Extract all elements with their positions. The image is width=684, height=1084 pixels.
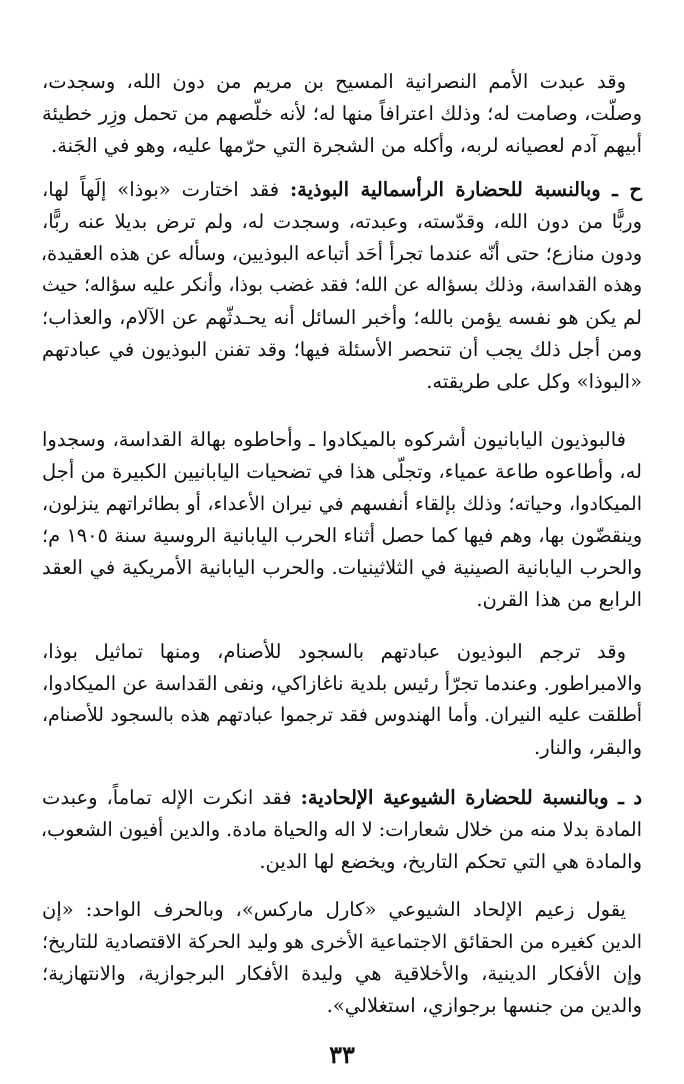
paragraph-2-line-5: لم يكن هو نفسه يؤمن بالله؛ وأخبر السائل أنه يحـدثّهم عن الآلام، والعذاب؛ <box>42 306 642 329</box>
paragraph-2-line-6: ومن أجل ذلك يجب أن تنحصر الأسئلة فيها؛ وقد تفنن البوذيون في عبادتهم <box>42 338 642 361</box>
paragraph-2-line-4: وهذه القداسة، وذلك بسؤاله عن الله؛ فقد غضب بوذا، وأنكر عليه سؤاله؛ حيث <box>42 275 642 296</box>
page-number: ٣٣ <box>329 1040 355 1069</box>
paragraph-5-line-2: المادة بدلا منه من خلال شعارات: لا اله والحياة مادة. والدين أفيون الشعوب، <box>40 818 642 841</box>
paragraph-2-line-1 <box>42 174 642 206</box>
paragraph-4-line-1: وقد ترجم البوذيون عبادتهم بالسجود للأصنام، ومنها تماثيل بوذا، <box>42 640 626 663</box>
paragraph-5-line-1-text: فقد انكرت الإله تماماً، وعبدت <box>42 786 292 809</box>
paragraph-6-line-4: والدين من جنسها برجوازي، استغلالي». <box>326 994 642 1017</box>
paragraph-3-line-2: له، وأطاعوه طاعة عمياء، وتجلّى هذا في تضحيات اليابانيين الكبيرة من أجل <box>42 460 642 483</box>
paragraph-6-line-1: يقول زعيم الإلحاد الشيوعي «كارل ماركس»، وبالحرف الواحد: «إن <box>42 898 626 921</box>
paragraph-1-line-2: وصلّت، وصامت له؛ وذلك اعترافاً منها له؛ لأنه خلّصهم من تحمل وزِر خطيئة <box>42 102 642 125</box>
paragraph-2-line-7: «البوذا» وكل على طريقته. <box>426 370 642 393</box>
paragraph-6-line-3: وإن الأفكار الدينية، والأخلاقية هي وليدة الأفكار البرجوازية، والانتهازية؛ <box>42 962 642 985</box>
paragraph-3-line-5: والحرب اليابانية الصينية في الثلاثينيات. والحرب اليابانية الأمريكية في العقد <box>42 556 642 579</box>
paragraph-2-line-2: وربًّا من دون الله، وقدّسته، وعبدته، وسجدت له، ولم ترض بديلا عنه ربًّا، <box>42 210 642 233</box>
paragraph-3-line-6: الرابع من هذا القرن. <box>476 588 642 611</box>
paragraph-3-line-3: الميكادوا، وحياته؛ وذلك بإلقاء أنفسهم في نيران الأعداء، أو بطائراتهم ينزلون، <box>42 493 642 515</box>
paragraph-2-line-1-text: فقد اختارت «بوذا» إلَهاً لها، <box>42 178 280 201</box>
paragraph-4-line-2: والامبراطور. وعندما تجرّأ رئيس بلدية ناغازاكي، ونفى القداسة عن الميكادوا، <box>42 672 642 695</box>
paragraph-2-line-3: ودون منازع؛ حتى أنّه عندما تجرأ أحَد أتباعه البوذيين، وسأله عن هذه العقيدة، <box>40 242 642 265</box>
paragraph-3-line-1: فالبوذيون اليابانيون أشركوه بالميكادوا ـ وأحاطوه بهالة القداسة، وسجدوا <box>42 428 626 451</box>
paragraph-5-line-3: والمادة هي التي تحكم التاريخ، ويخضع لها الدين. <box>259 850 642 873</box>
paragraph-5-line-1 <box>42 782 642 814</box>
paragraph-4-line-3: أطلقت عليه النيران. وأما الهندوس فقد ترجموا عبادتهم هذه بالسجود للأصنام، <box>42 705 642 726</box>
section-heading-capitalist-buddhist: ح ـ وبالنسبة للحضارة الرأسمالية البوذية: <box>289 178 642 201</box>
section-heading-communist-atheist: د ـ وبالنسبة للحضارة الشيوعية الإلحادية: <box>300 786 643 809</box>
paragraph-4-line-4: والبقر، والنار. <box>534 736 642 759</box>
paragraph-1-line-3: أبيهم آدم لعصيانه لربه، وأكله من الشجرة التي حرّمها عليه، وهو في الجَنة. <box>51 134 642 157</box>
paragraph-6-line-2: الدين كغيره من الحقائق الاجتماعية الأخرى هو وليد الحركة الاقتصادية للتاريخ؛ <box>42 931 642 953</box>
paragraph-3-line-4: وينقضّون بها، وهم فيها كما حصل أثناء الحرب اليابانية الروسية سنة ١٩٠٥ م؛ <box>42 524 642 547</box>
paragraph-1-line-1: وقد عبدت الأمم النصرانية المسيح بن مريم من دون الله، وسجدت، <box>42 70 626 93</box>
